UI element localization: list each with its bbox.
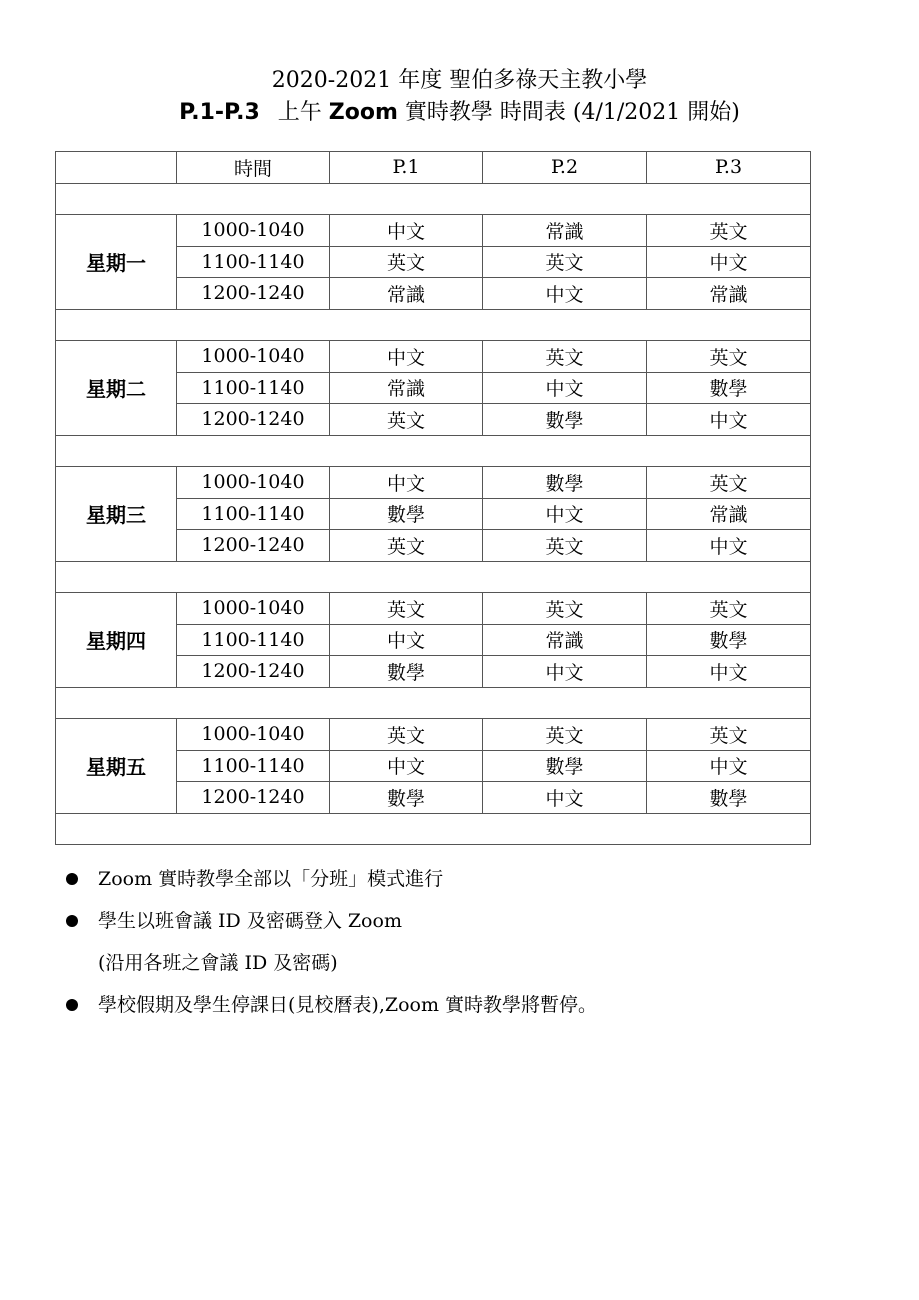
table-row	[56, 341, 811, 373]
table-row	[56, 467, 811, 499]
p3-subject: 中文	[647, 404, 811, 436]
p2-subject: 英文	[483, 719, 647, 751]
spacer-row	[56, 813, 811, 845]
p3-subject: 英文	[647, 719, 811, 751]
spacer-row	[56, 183, 811, 215]
title-line-1: 2020-2021 年度 聖伯多祿天主教小學	[271, 68, 648, 93]
title-start-date: (4/1/2021 開始)	[572, 100, 740, 125]
header-blank	[56, 152, 177, 184]
table-row	[56, 719, 811, 751]
p1-subject: 常識	[330, 372, 483, 404]
p2-subject: 英文	[483, 341, 647, 373]
note-text: 學校假期及學生停課日(見校曆表),Zoom 實時教學將暫停。	[98, 994, 598, 1016]
spacer-cell	[56, 687, 811, 719]
time-cell: 1000-1040	[177, 593, 330, 625]
time-cell: 1000-1040	[177, 467, 330, 499]
p1-subject: 英文	[330, 530, 483, 562]
spacer-cell	[56, 561, 811, 593]
p2-subject: 數學	[483, 750, 647, 782]
p1-subject: 英文	[330, 246, 483, 278]
bullet-icon	[66, 915, 78, 927]
note-item	[66, 904, 866, 946]
time-cell: 1200-1240	[177, 530, 330, 562]
title-grade-range: P.1-P.3	[179, 100, 260, 125]
p2-subject: 英文	[483, 593, 647, 625]
p3-subject: 數學	[647, 782, 811, 814]
p2-subject: 數學	[483, 467, 647, 499]
timetable	[55, 151, 811, 845]
p1-subject: 中文	[330, 624, 483, 656]
p1-subject: 數學	[330, 656, 483, 688]
note-text: (沿用各班之會議 ID 及密碼)	[98, 952, 338, 974]
time-cell: 1100-1140	[177, 372, 330, 404]
header-p1: P.1	[330, 152, 483, 184]
p1-subject: 中文	[330, 341, 483, 373]
p1-subject: 數學	[330, 498, 483, 530]
p3-subject: 中文	[647, 656, 811, 688]
p2-subject: 中文	[483, 656, 647, 688]
p2-subject: 英文	[483, 246, 647, 278]
table-row	[56, 593, 811, 625]
day-label: 星期四	[56, 593, 177, 688]
p3-subject: 英文	[647, 467, 811, 499]
p3-subject: 中文	[647, 750, 811, 782]
day-label: 星期五	[56, 719, 177, 814]
spacer-cell	[56, 183, 811, 215]
spacer-row	[56, 561, 811, 593]
time-cell: 1100-1140	[177, 750, 330, 782]
p2-subject: 常識	[483, 624, 647, 656]
title-line-2	[0, 98, 919, 128]
note-item	[66, 946, 866, 988]
day-label: 星期三	[56, 467, 177, 562]
bullet-icon	[66, 999, 78, 1011]
spacer-cell	[56, 309, 811, 341]
p3-subject: 常識	[647, 278, 811, 310]
p3-subject: 中文	[647, 246, 811, 278]
time-cell: 1100-1140	[177, 246, 330, 278]
p1-subject: 中文	[330, 467, 483, 499]
note-item	[66, 862, 866, 904]
p1-subject: 中文	[330, 215, 483, 247]
time-cell: 1100-1140	[177, 624, 330, 656]
header-p3: P.3	[647, 152, 811, 184]
p1-subject: 常識	[330, 278, 483, 310]
p3-subject: 英文	[647, 593, 811, 625]
p2-subject: 英文	[483, 530, 647, 562]
table-row	[56, 215, 811, 247]
time-cell: 1200-1240	[177, 278, 330, 310]
p3-subject: 數學	[647, 624, 811, 656]
time-cell: 1100-1140	[177, 498, 330, 530]
p1-subject: 英文	[330, 719, 483, 751]
bullet-icon	[66, 873, 78, 885]
spacer-cell	[56, 813, 811, 845]
p2-subject: 數學	[483, 404, 647, 436]
p2-subject: 中文	[483, 782, 647, 814]
p1-subject: 數學	[330, 782, 483, 814]
p3-subject: 常識	[647, 498, 811, 530]
p3-subject: 數學	[647, 372, 811, 404]
notes	[66, 862, 866, 1030]
time-cell: 1000-1040	[177, 719, 330, 751]
title-session: 上午	[277, 100, 322, 125]
p3-subject: 英文	[647, 215, 811, 247]
p1-subject: 英文	[330, 593, 483, 625]
spacer-row	[56, 687, 811, 719]
p2-subject: 中文	[483, 278, 647, 310]
time-cell: 1200-1240	[177, 404, 330, 436]
note-item	[66, 988, 866, 1030]
note-text: 學生以班會議 ID 及密碼登入 Zoom	[98, 910, 402, 932]
p3-subject: 中文	[647, 530, 811, 562]
p2-subject: 中文	[483, 372, 647, 404]
p2-subject: 中文	[483, 498, 647, 530]
note-text: Zoom 實時教學全部以「分班」模式進行	[98, 868, 444, 890]
day-label: 星期一	[56, 215, 177, 310]
time-cell: 1000-1040	[177, 215, 330, 247]
title-timetable: 實時教學 時間表	[404, 100, 566, 125]
time-cell: 1200-1240	[177, 656, 330, 688]
p1-subject: 中文	[330, 750, 483, 782]
p2-subject: 常識	[483, 215, 647, 247]
table-header-row	[56, 152, 811, 184]
p3-subject: 英文	[647, 341, 811, 373]
title-zoom: Zoom	[328, 100, 398, 125]
header-p2: P.2	[483, 152, 647, 184]
day-label: 星期二	[56, 341, 177, 436]
spacer-cell	[56, 435, 811, 467]
spacer-row	[56, 435, 811, 467]
spacer-row	[56, 309, 811, 341]
time-cell: 1200-1240	[177, 782, 330, 814]
header-time: 時間	[177, 152, 330, 184]
p1-subject: 英文	[330, 404, 483, 436]
time-cell: 1000-1040	[177, 341, 330, 373]
